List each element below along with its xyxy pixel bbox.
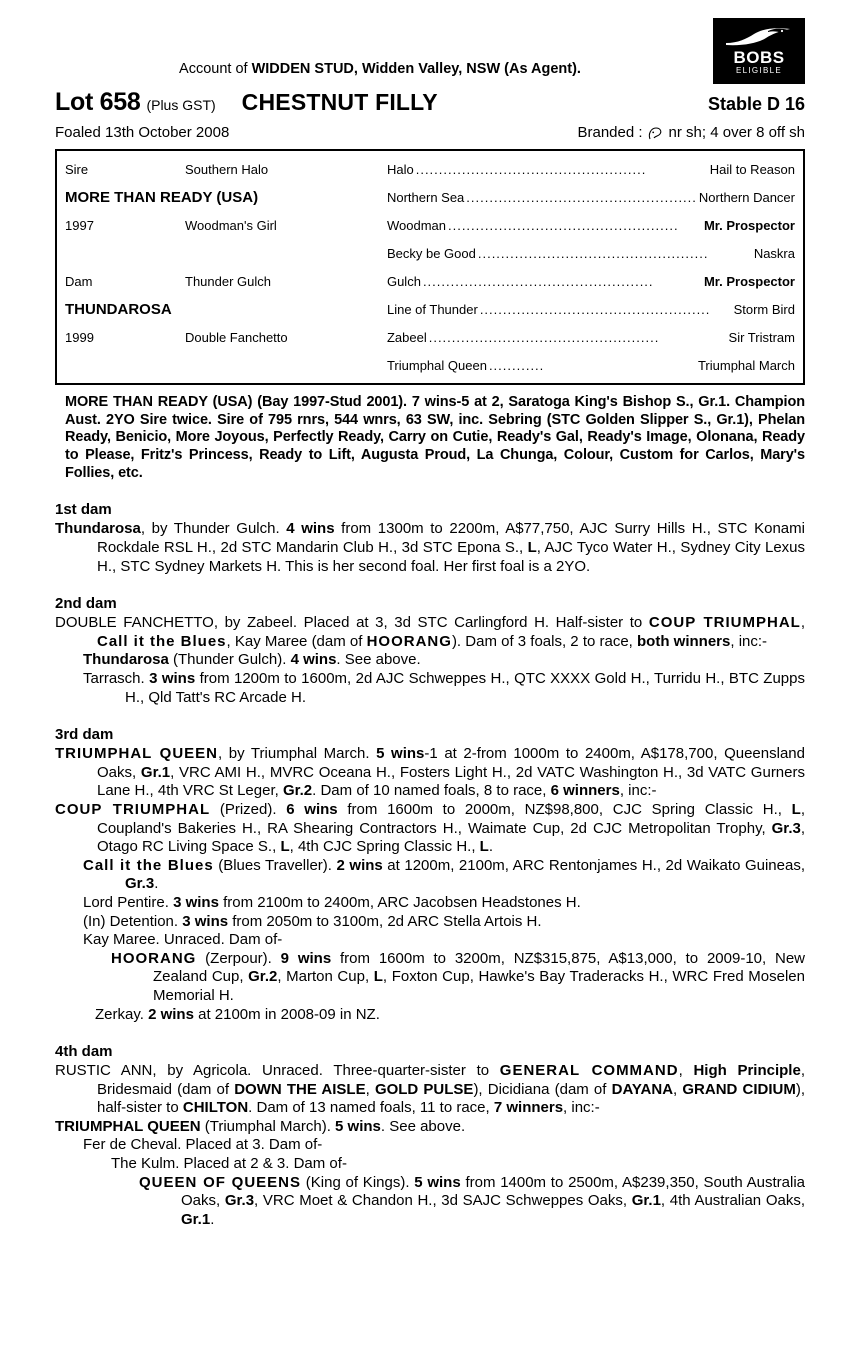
third-dam-heading: 3rd dam bbox=[55, 726, 114, 744]
gp-name: Triumphal Queen bbox=[386, 357, 487, 373]
progeny-name: Zerkay. bbox=[95, 1005, 149, 1023]
dot-leader: .................................................. bbox=[415, 161, 647, 177]
listed-tag: L bbox=[527, 539, 537, 557]
progeny-name: Tarrasch. bbox=[83, 670, 150, 687]
text: (King of Kings). bbox=[301, 1173, 415, 1191]
listed-tag: L bbox=[479, 838, 489, 856]
second-dam-heading: 2nd dam bbox=[55, 595, 117, 613]
text: , Otago RC Living Space S., bbox=[97, 819, 805, 856]
winners-count: 7 winners bbox=[493, 1099, 564, 1117]
dot-leader: .................................................. bbox=[422, 273, 654, 289]
text: , 4th CJC Spring Classic H., bbox=[289, 838, 480, 856]
pedigree-right-row bbox=[387, 239, 795, 267]
ggp-name: Triumphal March bbox=[697, 357, 795, 373]
dot-leader: ............ bbox=[488, 357, 545, 373]
text: . See above. bbox=[380, 1117, 466, 1135]
dot-leader: .................................................. bbox=[447, 217, 679, 233]
text: , VRC AMI H., MVRC Oceana H., Fosters Light H., 2d VATC Washington H., 3d VATC Gurners Lane H., 4th VRC St Leger, bbox=[97, 763, 805, 800]
first-dam-paragraph bbox=[55, 520, 805, 576]
first-dam-name: Thundarosa bbox=[55, 520, 141, 538]
text: . Dam of 13 named foals, 11 to race, bbox=[248, 1099, 494, 1117]
third-dam-paragraph bbox=[55, 745, 805, 801]
gp-name: Gulch bbox=[386, 273, 421, 289]
text: , inc:- bbox=[563, 1099, 600, 1117]
bobs-logo-subtitle: ELIGIBLE bbox=[736, 65, 782, 75]
sire-name: MORE THAN READY (USA) bbox=[65, 188, 259, 206]
text: , Coupland's Bakeries H., RA Shearing Contractors H., Waimate Cup, 2d CJC Metropolitan Trophy, bbox=[97, 800, 805, 837]
sire-dam: Woodman's Girl bbox=[185, 217, 277, 233]
wins-count: 2 wins bbox=[336, 856, 383, 874]
gp-name: Zabeel bbox=[386, 329, 427, 345]
group-tag: Gr.2 bbox=[282, 782, 313, 800]
text: . bbox=[154, 875, 159, 893]
group-tag: Gr.1 bbox=[140, 763, 171, 781]
pedigree-left-row bbox=[65, 211, 377, 239]
text: , bbox=[800, 614, 806, 632]
dam-year: 1999 bbox=[65, 329, 94, 345]
text: -1 at 2-from 1000m to 2400m, A$178,700, Queensland Oaks, bbox=[97, 745, 805, 781]
progeny-name: (In) Detention. bbox=[83, 912, 183, 930]
ggp-name: Sir Tristram bbox=[728, 329, 795, 345]
fourth-dam-progeny bbox=[55, 1118, 805, 1137]
dot-leader: .................................................. bbox=[428, 329, 660, 345]
foaled-date: Foaled 13th October 2008 bbox=[55, 124, 230, 141]
text: , by Thunder Gulch. bbox=[140, 520, 287, 538]
text: , Foxton Cup, Hawke's Bay Traderacks H., WRC Fred Moselen Memorial H. bbox=[153, 968, 805, 1004]
colour-sex: CHESTNUT FILLY bbox=[241, 89, 438, 115]
relative-name: DOWN THE AISLE bbox=[234, 1080, 366, 1098]
relative-name: GOLD PULSE bbox=[374, 1080, 474, 1098]
text: , bbox=[365, 1080, 375, 1098]
group-tag: Gr.3 bbox=[771, 819, 801, 837]
listed-tag: L bbox=[280, 838, 290, 856]
page-header bbox=[55, 18, 805, 84]
first-dam-heading: 1st dam bbox=[55, 501, 112, 519]
sire-year: 1997 bbox=[65, 217, 94, 233]
text: ), half-sister to bbox=[97, 1080, 806, 1117]
dam-label: Dam bbox=[65, 273, 93, 289]
wins-count: 3 wins bbox=[182, 912, 229, 930]
pedigree-left-spacer bbox=[65, 351, 377, 379]
progeny-name: QUEEN OF QUEENS bbox=[139, 1173, 302, 1191]
relative-name: High Principle bbox=[693, 1062, 801, 1080]
pedigree-left-column bbox=[57, 155, 377, 379]
text: , VRC Moet & Chandon H., 3d SAJC Schweppes Oaks, bbox=[254, 1192, 632, 1210]
group-tag: Gr.1 bbox=[631, 1192, 661, 1210]
bobs-logo bbox=[713, 18, 805, 84]
text: at 1200m, 2100m, ARC Rentonjames H., 2d Waikato Guineas, bbox=[382, 856, 805, 874]
third-dam-grandprogeny bbox=[95, 1006, 805, 1025]
relative-name: COUP TRIUMPHAL bbox=[648, 614, 801, 632]
progeny-name: Thundarosa bbox=[83, 651, 169, 669]
text: , inc:- bbox=[619, 782, 657, 800]
second-dam-progeny bbox=[83, 651, 805, 670]
dam-dam: Double Fanchetto bbox=[185, 329, 288, 345]
gp-name: Woodman bbox=[386, 217, 446, 233]
third-dam-progeny bbox=[83, 857, 805, 894]
text: RUSTIC ANN, by Agricola. Unraced. Three-quarter-sister to bbox=[55, 1062, 500, 1080]
branded-label: Branded : bbox=[577, 124, 643, 141]
third-dam-progeny bbox=[83, 894, 805, 913]
text: . bbox=[488, 838, 494, 856]
progeny-name: Call it the Blues bbox=[83, 856, 214, 874]
text: (Thunder Gulch). bbox=[168, 651, 291, 669]
account-name: WIDDEN STUD, Widden Valley, NSW (As Agent). bbox=[251, 61, 581, 77]
winners-count: 6 winners bbox=[550, 782, 620, 800]
lot-row bbox=[55, 88, 805, 117]
fourth-dam-grandprogeny bbox=[139, 1174, 805, 1230]
group-tag: Gr.2 bbox=[248, 968, 278, 986]
pedigree-right-row bbox=[387, 267, 795, 295]
text: , 4th Australian Oaks, bbox=[660, 1192, 805, 1210]
text: from 1400m to 2500m, A$239,350, South Australia Oaks, bbox=[181, 1173, 805, 1210]
ggp-name: Northern Dancer bbox=[698, 189, 795, 205]
wins-count: 3 wins bbox=[149, 670, 196, 687]
pedigree-right-row bbox=[387, 183, 795, 211]
progeny-name: COUP TRIUMPHAL bbox=[55, 800, 211, 818]
text: (Blues Traveller). bbox=[213, 856, 337, 874]
text: ), Dicidiana (dam of bbox=[473, 1080, 612, 1098]
text: from 2100m to 2400m, ARC Jacobsen Headstones H. bbox=[218, 893, 581, 911]
pedigree-right-row bbox=[387, 351, 795, 379]
text: from 1200m to 1600m, 2d AJC Schweppes H., QTC XXXX Gold H., Turridu H., BTC Zupps H., Qld Tatt's RC Arcade H. bbox=[125, 670, 805, 706]
fourth-dam-progeny: The Kulm. Placed at 2 & 3. Dam of- bbox=[111, 1155, 347, 1173]
ggp-name: Mr. Prospector bbox=[703, 273, 795, 289]
sire-summary: MORE THAN READY (USA) (Bay 1997-Stud 2001). 7 wins-5 at 2, Saratoga King's Bishop S., Gr.1. Champion Aust. 2YO Sire twice. Sire of 795 rnrs, 544 wnrs, 63 SW, inc. Sebring (STC Golden Slipper S., Gr.1), Phelan Ready, Benicio, More Joyous, Perfectly Ready, Carry on Cutie, Ready's Gal, Ready's Image, Olonana, Ready to Please, Fritz's Princess, Ready to Lift, Augusta Proud, La Chunga, Colour, Custom for Carlos, Mary's Follies, etc. bbox=[65, 394, 805, 481]
horse-swoosh-icon bbox=[724, 26, 794, 48]
text: , bbox=[673, 1080, 683, 1098]
pedigree-left-spacer bbox=[65, 239, 377, 267]
foaled-row bbox=[55, 124, 805, 141]
listed-tag: L bbox=[791, 800, 801, 818]
fourth-dam-progeny: Fer de Cheval. Placed at 3. Dam of- bbox=[83, 1136, 323, 1154]
pedigree-right-column bbox=[377, 155, 803, 379]
relative-name: CHILTON bbox=[182, 1099, 249, 1117]
pedigree-right-row bbox=[387, 295, 795, 323]
progeny-name: HOORANG bbox=[111, 949, 197, 967]
progeny-name: Lord Pentire. bbox=[83, 893, 174, 911]
text: at 2100m in 2008-09 in NZ. bbox=[193, 1005, 380, 1023]
dam-name: THUNDAROSA bbox=[65, 300, 172, 318]
pedigree-left-row bbox=[65, 155, 377, 183]
text: ). Dam of 3 foals, 2 to race, bbox=[451, 632, 638, 650]
wins-count: 6 wins bbox=[286, 800, 338, 818]
group-tag: Gr.3 bbox=[224, 1192, 255, 1210]
text: from 1600m to 3200m, NZ$315,875, A$13,000, to 2009-10, New Zealand Cup, bbox=[153, 949, 805, 986]
relative-name: GENERAL COMMAND bbox=[499, 1062, 679, 1080]
relative-name: GRAND CIDIUM bbox=[682, 1080, 796, 1098]
text: , inc:- bbox=[730, 632, 768, 650]
progeny-name: TRIUMPHAL QUEEN bbox=[55, 1117, 201, 1135]
dot-leader: .................................................. bbox=[477, 245, 709, 261]
text: (Triumphal March). bbox=[200, 1117, 336, 1135]
text: , Marton Cup, bbox=[277, 968, 374, 986]
pedigree-right-row bbox=[387, 323, 795, 351]
relative-name: Call it the Blues bbox=[97, 632, 227, 650]
listed-tag: L bbox=[373, 968, 383, 986]
wins-count: 2 wins bbox=[148, 1005, 194, 1023]
text: , AJC Tyco Water H., Sydney City Lexus H., STC Sydney Markets H. This is her second foal. Her first foal is a 2YO. bbox=[97, 539, 806, 575]
ggp-name: Mr. Prospector bbox=[703, 217, 795, 233]
pedigree-right-row bbox=[387, 155, 795, 183]
pedigree-table bbox=[55, 149, 805, 385]
ggp-name: Hail to Reason bbox=[709, 161, 795, 177]
wins-count: 5 wins bbox=[414, 1173, 461, 1191]
text: , bbox=[678, 1062, 694, 1080]
third-dam-grandprogeny bbox=[111, 950, 805, 1006]
pedigree-left-row bbox=[65, 295, 377, 323]
text: from 2050m to 3100m, 2d ARC Stella Artois H. bbox=[228, 912, 542, 930]
gp-name: Halo bbox=[386, 161, 414, 177]
second-dam-paragraph bbox=[55, 614, 805, 651]
brand-symbol-icon bbox=[647, 126, 664, 143]
text: from 1300m to 2200m, A$77,750, AJC Surry Hills H., STC Konami Rockdale RSL H., 2d STC Mandarin Club H., 3d STC Epona S., bbox=[97, 520, 805, 557]
relative-name: HOORANG bbox=[366, 632, 452, 650]
gp-name: Line of Thunder bbox=[386, 301, 478, 317]
group-tag: Gr.1 bbox=[181, 1210, 211, 1228]
bobs-logo-title: BOBS bbox=[733, 47, 785, 67]
third-dam-name: TRIUMPHAL QUEEN bbox=[55, 745, 218, 763]
lot-number: Lot 658 bbox=[55, 88, 141, 116]
text: DOUBLE FANCHETTO, by Zabeel. Placed at 3, 3d STC Carlingford H. Half-sister to bbox=[55, 614, 649, 632]
text: , Bridesmaid (dam of bbox=[97, 1062, 805, 1098]
wins-count: 9 wins bbox=[280, 949, 332, 967]
third-dam-progeny bbox=[83, 913, 805, 932]
text: , Kay Maree (dam of bbox=[226, 632, 367, 650]
account-lead: Account of bbox=[179, 61, 252, 77]
ggp-name: Naskra bbox=[753, 245, 795, 261]
text: , by Triumphal March. bbox=[218, 745, 377, 763]
fourth-dam-heading: 4th dam bbox=[55, 1043, 113, 1061]
wins-count: 5 wins bbox=[376, 745, 425, 763]
gp-name: Becky be Good bbox=[386, 245, 476, 261]
sire-label: Sire bbox=[65, 161, 89, 177]
stable-number: Stable D 16 bbox=[707, 94, 805, 114]
text: from 1600m to 2000m, NZ$98,800, CJC Spring Classic H., bbox=[337, 800, 792, 818]
branded-text: nr sh; 4 over 8 off sh bbox=[668, 124, 805, 141]
text: . See above. bbox=[336, 651, 421, 669]
wins-count: 4 wins bbox=[290, 651, 337, 669]
dam-sire: Thunder Gulch bbox=[185, 273, 271, 289]
text: . bbox=[210, 1210, 215, 1228]
pedigree-left-row bbox=[65, 267, 377, 295]
pedigree-left-row bbox=[65, 323, 377, 351]
wins-count: 3 wins bbox=[173, 893, 219, 911]
gst-note: (Plus GST) bbox=[146, 97, 216, 113]
account-line bbox=[55, 61, 705, 77]
wins-count: 5 wins bbox=[335, 1117, 381, 1135]
group-tag: Gr.3 bbox=[125, 875, 155, 893]
text: (Prized). bbox=[210, 800, 287, 818]
wins-count: 4 wins bbox=[286, 520, 335, 538]
text: (Zerpour). bbox=[196, 949, 281, 967]
text: . Dam of 10 named foals, 8 to race, bbox=[312, 782, 551, 800]
ggp-name: Storm Bird bbox=[733, 301, 795, 317]
third-dam-progeny bbox=[55, 801, 805, 857]
dot-leader: .................................................. bbox=[466, 189, 697, 205]
fourth-dam-paragraph bbox=[55, 1062, 805, 1118]
sire-sire: Southern Halo bbox=[185, 161, 269, 177]
third-dam-progeny: Kay Maree. Unraced. Dam of- bbox=[83, 931, 283, 949]
dot-leader: .................................................. bbox=[479, 301, 711, 317]
both-winners: both winners bbox=[637, 632, 731, 650]
pedigree-right-row bbox=[387, 211, 795, 239]
pedigree-left-row bbox=[65, 183, 377, 211]
second-dam-progeny bbox=[83, 670, 805, 707]
gp-name: Northern Sea bbox=[386, 189, 465, 205]
relative-name: DAYANA bbox=[611, 1080, 674, 1098]
branded-group bbox=[577, 124, 805, 141]
